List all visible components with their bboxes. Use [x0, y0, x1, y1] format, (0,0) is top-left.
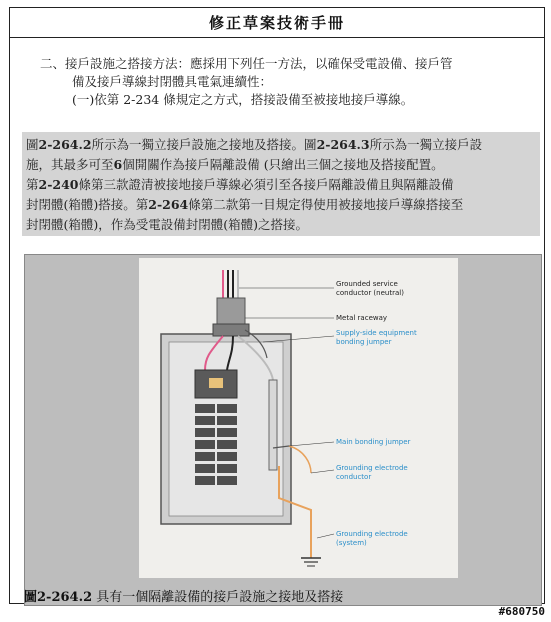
text-run: 個開關作為接戶隔離設備 (只繪出三個之接地及搭接配置。: [122, 157, 444, 172]
paragraph-line: 二、接戶設施之搭接方法：應採用下列任一方法，以確保受電設備、接戶管: [40, 56, 453, 71]
paragraph-line: 備及接戶導線封閉體具電氣連續性：: [72, 74, 273, 89]
branch-breaker: [217, 404, 237, 413]
paragraph-line: (一)依第 2-234 條規定之方式，搭接設備至被接地接戶導線。: [72, 92, 414, 107]
highlight-line: [26, 155, 540, 175]
label-grounded-service: Grounded service: [336, 280, 398, 288]
text-run: 圖: [26, 137, 39, 152]
branch-breaker: [217, 464, 237, 473]
label-ge: (system): [336, 539, 367, 547]
document-id-stamp: #680750: [498, 605, 545, 618]
figure-panel: [139, 258, 458, 578]
figure-box: [24, 254, 542, 606]
figure-number: 圖2-264.2: [24, 590, 93, 605]
branch-breaker: [217, 428, 237, 437]
text-run: 6: [113, 157, 123, 172]
label-supply-side: bonding jumper: [336, 338, 392, 346]
text-run: 條第二款第一目規定得使用被接地接戶導線搭接至: [188, 197, 464, 212]
document-frame: [9, 7, 545, 604]
branch-breaker: [217, 416, 237, 425]
label-gec: Grounding electrode: [336, 464, 408, 472]
neutral-bar: [269, 380, 277, 470]
text-run: 所示為一獨立接戶設施之接地及搭接。圖: [91, 137, 317, 152]
article-ref: 2-264: [148, 197, 189, 212]
figure-ref: 2-264.2: [38, 137, 92, 152]
branch-breaker: [195, 440, 215, 449]
figure-ref: 2-264.3: [316, 137, 370, 152]
article-ref: 2-240: [38, 177, 79, 192]
label-gec: conductor: [336, 473, 372, 481]
text-run: 所示為一獨立接戶設: [369, 137, 483, 152]
grounding-diagram: [139, 258, 458, 578]
label-main-bonding: Main bonding jumper: [336, 438, 411, 446]
branch-breaker: [195, 476, 215, 485]
branch-breaker: [195, 416, 215, 425]
text-run: 第: [26, 177, 39, 192]
leader-line: [317, 534, 334, 538]
main-breaker-handle: [209, 378, 223, 388]
branch-breaker: [217, 476, 237, 485]
highlight-line: [26, 135, 540, 155]
page-title: 修正草案技術手冊: [10, 8, 544, 38]
text-run: 封閉體(箱體)搭接。第: [26, 197, 149, 212]
highlight-text: [26, 135, 540, 235]
raceway-fitting: [213, 324, 249, 336]
leader-line: [289, 442, 334, 446]
figure-caption: [24, 586, 343, 605]
label-grounded-service: conductor (neutral): [336, 289, 404, 297]
label-supply-side: Supply-side equipment: [336, 329, 417, 337]
text-run: 條第三款證清被接地接戶導線必須引至各接戶隔離設備且與隔離設備: [78, 177, 454, 192]
highlight-line: 封閉體(箱體)，作為受電設備封閉體(箱體)之搭接。: [26, 217, 309, 232]
branch-breaker: [195, 452, 215, 461]
branch-breaker: [195, 464, 215, 473]
branch-breaker: [195, 404, 215, 413]
method-paragraph: [40, 55, 536, 109]
label-ge: Grounding electrode: [336, 530, 408, 538]
branch-breaker: [217, 440, 237, 449]
branch-breaker: [195, 428, 215, 437]
text-run: 施，其最多可至: [26, 157, 114, 172]
highlight-line: [26, 195, 540, 215]
gec-branch: [289, 446, 311, 473]
highlight-line: [26, 175, 540, 195]
label-metal-raceway: Metal raceway: [336, 314, 388, 322]
figure-caption-text: 具有一個隔離設備的接戶設施之接地及搭接: [96, 590, 344, 605]
leader-line: [311, 470, 334, 473]
branch-breaker: [217, 452, 237, 461]
